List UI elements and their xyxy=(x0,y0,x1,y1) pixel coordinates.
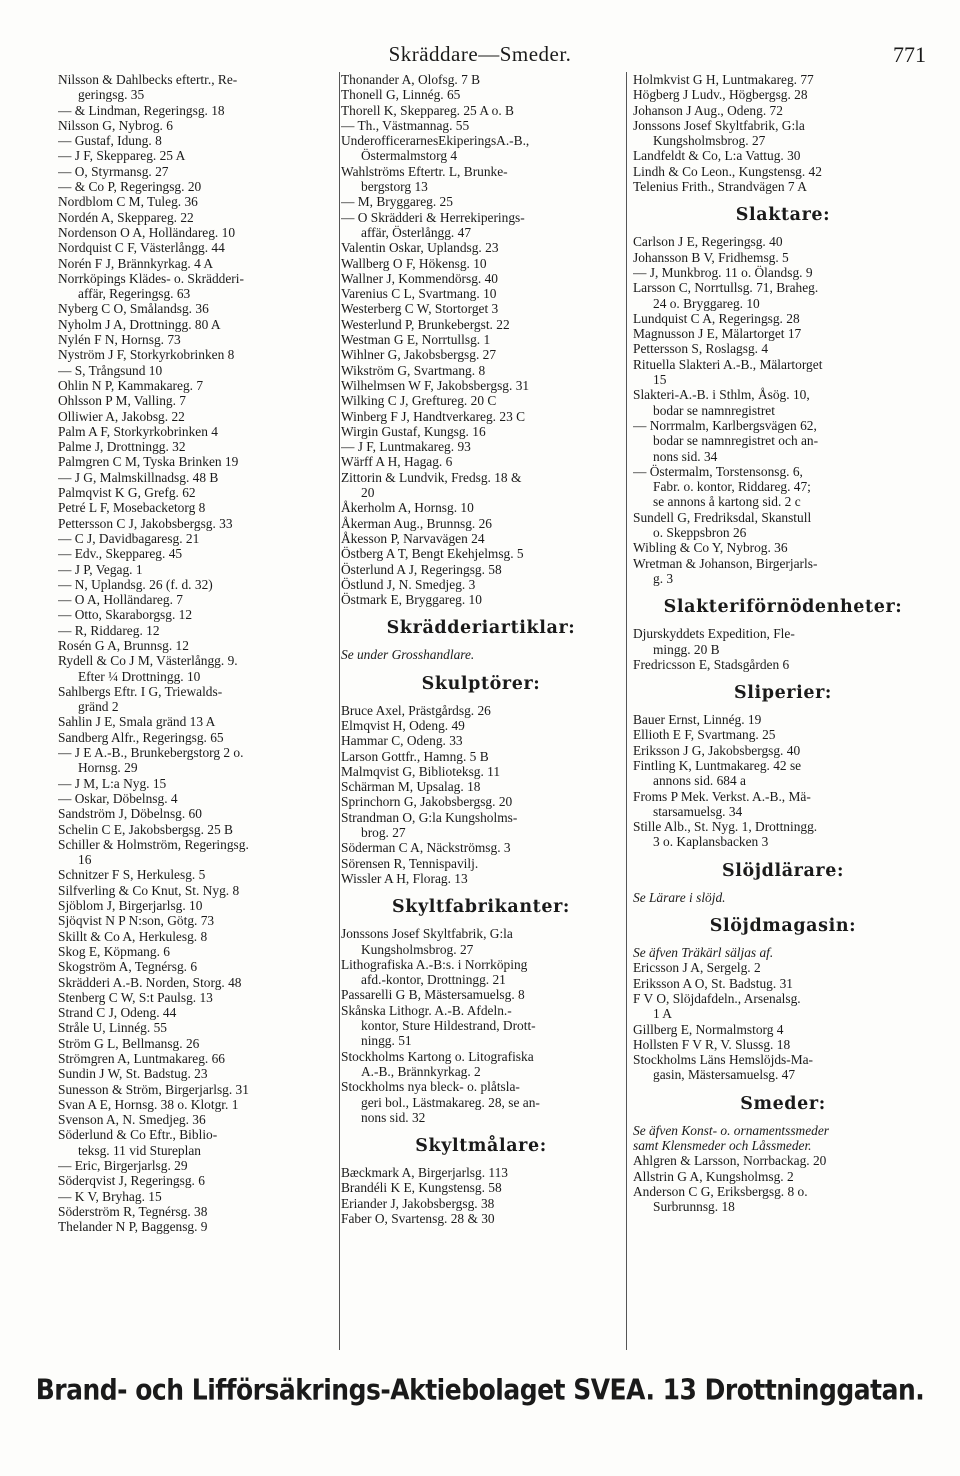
directory-entry: Wihlner G, Jakobsbergsg. 27 xyxy=(341,347,497,363)
section-heading: Skyltmålare: xyxy=(415,1136,547,1157)
directory-entry: Palm A F, Storkyrkobrinken 4 xyxy=(58,423,218,439)
directory-entry: Telenius Frith., Strandvägen 7 A xyxy=(633,179,807,195)
directory-entry: Svenson A, N. Smedjeg. 36 xyxy=(58,1112,206,1128)
directory-entry: Stockholms Läns Hemslöjds-Ma- xyxy=(633,1052,814,1068)
directory-entry: Anderson C G, Eriksbergsg. 8 o. xyxy=(633,1183,808,1199)
directory-entry: kontor, Sture Hildestrand, Drott- xyxy=(361,1018,536,1034)
directory-entry: Wikström G, Svartmang. 8 xyxy=(341,362,486,378)
directory-entry: UnderofficerarnesEkiperingsA.-B., xyxy=(341,133,530,149)
page-number: 771 xyxy=(893,42,926,67)
directory-entry: bodar se namnregistret xyxy=(653,402,775,418)
directory-entry: Skogström A, Tegnérsg. 6 xyxy=(58,959,198,975)
directory-entry: Sundell G, Fredriksdal, Skanstull xyxy=(633,509,812,525)
directory-entry: Bauer Ernst, Linnég. 19 xyxy=(633,712,762,728)
directory-entry: Larsson C, Norrtullsg. 71, Braheg. xyxy=(633,280,819,296)
section-heading: Slakteriförnödenheter: xyxy=(663,597,903,618)
directory-entry: Sjöqvist N P N:son, Götg. 73 xyxy=(58,913,215,929)
section-heading: Slöjdmagasin: xyxy=(709,916,857,937)
directory-entry: nons sid. 34 xyxy=(653,448,718,464)
directory-entry: Ellioth E F, Svartmang. 25 xyxy=(633,727,776,743)
directory-entry: Thorell K, Skeppareg. 25 A o. B xyxy=(341,102,514,118)
directory-entry: Sundin J W, St. Badstug. 23 xyxy=(58,1066,208,1082)
directory-entry: Palme J, Drottningg. 32 xyxy=(58,439,186,455)
directory-entry: bodar se namnregistret och an- xyxy=(653,433,819,449)
directory-entry: Johansson B V, Fridhemsg. 5 xyxy=(633,249,789,265)
directory-entry: Nyström J F, Storkyrkobrinken 8 xyxy=(58,347,235,363)
directory-entry: — Eric, Birgerjarlsg. 29 xyxy=(58,1158,188,1174)
directory-entry: Johanson J Aug., Odeng. 72 xyxy=(633,102,783,118)
directory-entry: Lithografiska A.-B:s. i Norrköping xyxy=(341,956,528,972)
column-divider xyxy=(626,72,627,1350)
directory-entry: — J F, Skeppareg. 25 A xyxy=(58,148,186,164)
directory-entry: Wärff A H, Hagag. 6 xyxy=(341,454,453,470)
directory-entry: — Th., Västmannag. 55 xyxy=(341,117,470,133)
directory-entry: Schnitzer F S, Herkulesg. 5 xyxy=(58,867,206,883)
column-1 xyxy=(58,72,344,1235)
section-heading: Skyltfabrikanter: xyxy=(392,897,570,918)
directory-entry: Thelander N P, Baggensg. 9 xyxy=(58,1219,208,1235)
directory-entry: Ahlgren & Larsson, Norrbackag. 20 xyxy=(633,1153,827,1169)
directory-entry: Wretman & Johanson, Birgerjarls- xyxy=(633,555,818,571)
directory-entry: Schärman M, Upsalag. 18 xyxy=(341,779,481,795)
directory-entry: Valentin Oskar, Uplandsg. 23 xyxy=(341,240,499,256)
directory-entry: Varenius C L, Svartmang. 10 xyxy=(341,286,497,302)
directory-entry: Thonell G, Linnég. 65 xyxy=(341,87,461,103)
directory-entry: geri bol., Lästmakareg. 28, se an- xyxy=(361,1094,540,1110)
directory-entry: — N, Uplandsg. 26 (f. d. 32) xyxy=(58,576,213,592)
directory-entry: mingg. 20 B xyxy=(653,641,720,657)
directory-entry: Elmqvist H, Odeng. 49 xyxy=(341,717,465,733)
directory-entry: Nordenson O A, Holländareg. 10 xyxy=(58,224,236,240)
directory-entry: Sörensen R, Tennispavilj. xyxy=(341,855,479,871)
directory-entry: Stille Alb., St. Nyg. 1, Drottningg. xyxy=(633,819,818,835)
directory-entry: — J E A.-B., Brunkebergstorg 2 o. xyxy=(58,745,244,761)
directory-entry: Skog E, Köpmang. 6 xyxy=(58,943,170,959)
directory-entry: Norén F J, Brännkyrkag. 4 A xyxy=(58,255,214,271)
directory-entry: Rituella Slakteri A.-B., Mälartorget xyxy=(633,356,823,372)
directory-entry: Zittorin & Lundvik, Fredsg. 18 & xyxy=(341,469,522,485)
directory-entry: Efter ¼ Drottningg. 10 xyxy=(78,668,201,684)
directory-entry: se annons å kartong sid. 2 c xyxy=(653,494,801,510)
directory-entry: — Norrmalm, Karlbergsvägen 62, xyxy=(633,417,817,433)
directory-entry: Faber O, Svartensg. 28 & 30 xyxy=(341,1211,495,1226)
directory-entry: o. Skeppsbron 26 xyxy=(653,525,747,541)
directory-entry: Nilsson & Dahlbecks eftertr., Re- xyxy=(58,72,238,87)
directory-entry: — J P, Vegag. 1 xyxy=(58,561,143,577)
directory-entry: 15 xyxy=(653,372,667,388)
directory-entry: Silfverling & Co Knut, St. Nyg. 8 xyxy=(58,882,240,898)
directory-entry: — J G, Malmskillnadsg. 48 B xyxy=(58,469,219,485)
directory-entry: Carlson J E, Regeringsg. 40 xyxy=(633,234,783,250)
directory-entry: affär, Regeringsg. 63 xyxy=(78,286,191,302)
directory-entry: Strömgren A, Luntmakareg. 66 xyxy=(58,1051,225,1066)
directory-entry: — O A, Holländareg. 7 xyxy=(58,592,183,608)
directory-entry: Sahlin J E, Smala gränd 13 A xyxy=(58,714,216,730)
directory-entry: Palmqvist K G, Grefg. 62 xyxy=(58,485,196,501)
directory-entry: Nyberg C O, Smålandsg. 36 xyxy=(58,301,209,317)
directory-entry: Östberg A T, Bengt Ekehjelmsg. 5 xyxy=(341,546,524,562)
directory-entry: Bæckmark A, Birgerjarlsg. 113 xyxy=(341,1165,508,1181)
cross-reference: Se äfven Konst- o. ornamentssmeder xyxy=(633,1122,829,1138)
directory-entry: Söderlund & Co Eftr., Biblio- xyxy=(58,1127,218,1143)
directory-entry: — M, Bryggareg. 25 xyxy=(341,194,453,210)
directory-entry: gasin, Mästersamuelsg. 47 xyxy=(653,1067,796,1083)
directory-entry: Wallner J, Kommendörsg. 40 xyxy=(341,270,498,286)
directory-entry: — O, Styrmansg. 27 xyxy=(58,163,169,179)
directory-entry: Wibling & Co Y, Nybrog. 36 xyxy=(633,540,788,556)
directory-entry: — K V, Bryhag. 15 xyxy=(58,1188,162,1204)
directory-entry: Holmkvist G H, Luntmakareg. 77 xyxy=(633,72,814,87)
directory-entry: Eriksson J G, Jakobsbergsg. 40 xyxy=(633,742,801,758)
directory-entry: Svan A E, Hornsg. 38 o. Klotgr. 1 xyxy=(58,1096,239,1112)
directory-entry: geringsg. 35 xyxy=(78,87,145,103)
directory-entry: Sahlbergs Eftr. I G, Triewalds- xyxy=(58,683,223,699)
directory-entry: Östmark E, Bryggareg. 10 xyxy=(341,592,482,608)
directory-entry: — Edv., Skeppareg. 45 xyxy=(58,546,183,562)
directory-entry: Eriander J, Jakobsbergsg. 38 xyxy=(341,1195,495,1211)
directory-entry: Landfeldt & Co, L:a Vattug. 30 xyxy=(633,148,801,164)
directory-entry: Söderqvist J, Regeringsg. 6 xyxy=(58,1173,205,1189)
directory-entry: — Gustaf, Idung. 8 xyxy=(58,133,162,149)
directory-entry: Fredricsson E, Stadsgården 6 xyxy=(633,656,790,672)
directory-entry: — Östermalm, Torstensonsg. 6, xyxy=(633,463,803,479)
directory-entry: Wahlströms Eftertr. L, Brunke- xyxy=(341,163,508,179)
directory-entry: bergstorg 13 xyxy=(361,179,428,195)
directory-entry: Nordquist C F, Västerlångg. 44 xyxy=(58,240,225,256)
directory-entry: nons sid. 32 xyxy=(361,1109,426,1125)
directory-entry: Rydell & Co J M, Västerlångg. 9. xyxy=(58,653,238,669)
directory-entry: Sunesson & Ström, Birgerjarlsg. 31 xyxy=(58,1081,249,1097)
directory-entry: Allstrin G A, Kungsholmsg. 2 xyxy=(633,1168,794,1184)
directory-entry: Passarelli G B, Mästersamuelsg. 8 xyxy=(341,987,525,1003)
directory-entry: Sandström J, Döbelnsg. 60 xyxy=(58,806,202,822)
directory-entry: Högberg J Ludv., Högbergsg. 28 xyxy=(633,87,808,103)
directory-entry: Bruce Axel, Prästgårdsg. 26 xyxy=(341,702,491,718)
directory-entry: Stockholms nya bleck- o. plåtsla- xyxy=(341,1079,520,1095)
directory-entry: Wilhelmsen W F, Jakobsbergsg. 31 xyxy=(341,377,530,393)
section-heading: Skrädderiartiklar: xyxy=(386,618,576,639)
directory-entry: Söderström R, Tegnérsg. 38 xyxy=(58,1203,208,1219)
directory-entry: Westman G E, Norrtullsg. 1 xyxy=(341,332,491,348)
directory-entry: starsamuelsg. 34 xyxy=(653,803,743,819)
directory-entry: — J, Munkbrog. 11 o. Ölandsg. 9 xyxy=(633,264,813,280)
directory-entry: Brandéli K E, Kungstensg. 58 xyxy=(341,1180,502,1196)
directory-entry: Winberg F J, Handtverkareg. 23 C xyxy=(341,408,526,424)
directory-entry: Ohlin N P, Kammakareg. 7 xyxy=(58,377,204,393)
directory-entry: Sprinchorn G, Jakobsbergsg. 20 xyxy=(341,794,513,810)
directory-entry: Lindh & Co Leon., Kungstensg. 42 xyxy=(633,163,822,179)
directory-entry: Ohlsson P M, Valling. 7 xyxy=(58,393,186,409)
directory-entry: Rosén G A, Brunnsg. 12 xyxy=(58,637,189,653)
directory-entry: Sjöblom J, Birgerjarlsg. 10 xyxy=(58,898,203,914)
directory-entry: — O Skrädderi & Herrekiperings- xyxy=(341,209,525,225)
directory-entry: Schelin C E, Jakobsbergsg. 25 B xyxy=(58,821,233,837)
directory-entry: Surbrunnsg. 18 xyxy=(653,1199,735,1215)
section-heading: Skulptörer: xyxy=(421,673,541,694)
directory-entry: — J M, L:a Nyg. 15 xyxy=(58,775,167,791)
directory-entry: Froms P Mek. Verkst. A.-B., Mä- xyxy=(633,788,811,804)
directory-entry: gränd 2 xyxy=(78,699,119,715)
cross-reference: Se äfven Träkärl säljas af. xyxy=(633,945,774,961)
directory-entry: ningg. 51 xyxy=(361,1033,412,1049)
directory-entry: Ericsson J A, Sergelg. 2 xyxy=(633,960,761,976)
directory-entry: Nordblom C M, Tuleg. 36 xyxy=(58,194,198,210)
directory-entry: Schiller & Holmström, Regeringsg. xyxy=(58,836,249,852)
directory-entry: Strand C J, Odeng. 44 xyxy=(58,1005,177,1021)
directory-entry: Magnusson J E, Mälartorget 17 xyxy=(633,326,802,342)
directory-entry: Thonander A, Olofsg. 7 B xyxy=(341,72,481,87)
directory-entry: A.-B., Brännkyrkag. 2 xyxy=(361,1063,481,1079)
directory-entry: Palmgren C M, Tyska Brinken 19 xyxy=(58,454,239,470)
directory-entry: Westerberg C W, Stortorget 3 xyxy=(341,301,499,317)
directory-entry: Hammar C, Odeng. 33 xyxy=(341,733,463,749)
directory-entry: 20 xyxy=(361,485,375,501)
directory-entry: Petré L F, Mosebacketorg 8 xyxy=(58,500,206,516)
directory-entry: Åkesson P, Narvavägen 24 xyxy=(341,530,485,546)
directory-entry: Olliwier A, Jakobsg. 22 xyxy=(58,408,185,424)
directory-entry: — S, Trångsund 10 xyxy=(58,362,163,378)
cross-reference: Se Lärare i slöjd. xyxy=(633,889,726,905)
directory-entry: Stråle U, Linnég. 55 xyxy=(58,1020,167,1036)
directory-entry: 1 A xyxy=(653,1006,672,1022)
section-heading: Slöjdlärare: xyxy=(721,860,845,881)
cross-reference: samt Klensmeder och Låssmeder. xyxy=(633,1138,812,1154)
directory-entry: Fabr. o. kontor, Riddareg. 47; xyxy=(653,479,811,495)
directory-entry: F V O, Slöjdafdeln., Arsenalsg. xyxy=(633,990,801,1006)
directory-entry: Jonssons Josef Skyltfabrik, G:la xyxy=(341,926,513,942)
directory-entry: Skillt & Co A, Herkulesg. 8 xyxy=(58,928,208,944)
directory-entry: Åkerholm A, Hornsg. 10 xyxy=(341,500,474,516)
directory-entry: — Otto, Skaraborgsg. 12 xyxy=(58,607,193,623)
directory-entry: Kungsholmsbrog. 27 xyxy=(361,941,474,957)
directory-entry: Stenberg C W, S:t Paulsg. 13 xyxy=(58,989,213,1005)
directory-entry: Fintling K, Luntmakareg. 42 se xyxy=(633,757,802,773)
directory-entry: affär, Österlångg. 47 xyxy=(361,224,472,240)
section-heading: Smeder: xyxy=(740,1093,826,1114)
footer-advertisement: Brand- och Lifförsäkrings-Aktiebolaget SVEA. 13 Drottninggatan. xyxy=(35,1372,925,1407)
directory-entry: Östermalmstorg 4 xyxy=(361,148,458,164)
directory-entry: Nylén F N, Hornsg. 73 xyxy=(58,332,181,348)
directory-entry: Nordén A, Skeppareg. 22 xyxy=(58,209,194,225)
directory-entry: Åkerman Aug., Brunnsg. 26 xyxy=(341,515,493,531)
directory-entry: Sandberg Alfr., Regeringsg. 65 xyxy=(58,729,224,745)
directory-entry: Nilsson G, Nybrog. 6 xyxy=(58,117,173,133)
directory-entry: 3 o. Kaplansbacken 3 xyxy=(653,834,769,850)
directory-entry: Pettersson S, Roslagsg. 4 xyxy=(633,341,769,357)
directory-entry: 24 o. Bryggareg. 10 xyxy=(653,295,760,311)
directory-entry: Nyholm J A, Drottningg. 80 A xyxy=(58,316,221,332)
directory-entry: Pettersson C J, Jakobsbergsg. 33 xyxy=(58,515,233,531)
directory-entry: Malmqvist G, Biblioteksg. 11 xyxy=(341,763,501,779)
directory-entry: Westerlund P, Brunkebergst. 22 xyxy=(341,316,510,332)
directory-entry: Stockholms Kartong o. Litografiska xyxy=(341,1048,534,1064)
directory-entry: — J F, Luntmakareg. 93 xyxy=(341,439,471,455)
directory-entry: — C J, Davidbagaresg. 21 xyxy=(58,530,200,546)
directory-entry: — Oskar, Döbelnsg. 4 xyxy=(58,790,178,806)
directory-entry: Hornsg. 29 xyxy=(78,760,138,776)
directory-entry: Gillberg E, Normalmstorg 4 xyxy=(633,1021,784,1037)
directory-entry: Skånska Lithogr. A.-B. Afdeln.- xyxy=(341,1002,512,1018)
directory-entry: Wilking C J, Greftureg. 20 C xyxy=(341,393,497,409)
directory-entry: Strandman O, G:la Kungsholms- xyxy=(341,809,518,825)
section-heading: Sliperier: xyxy=(734,683,832,704)
directory-entry: Jonssons Josef Skyltfabrik, G:la xyxy=(633,117,805,133)
directory-entry: Skrädderi A.-B. Norden, Storg. 48 xyxy=(58,974,242,990)
directory-entry: Eriksson A O, St. Badstug. 31 xyxy=(633,975,793,991)
directory-entry: Lundquist C A, Regeringsg. 28 xyxy=(633,310,800,326)
directory-entry: Östlund J, N. Smedjeg. 3 xyxy=(341,576,476,592)
directory-entry: Österlund A J, Regeringsg. 58 xyxy=(341,561,502,577)
directory-entry: Slakteri-A.-B. i Sthlm, Åsög. 10, xyxy=(633,387,810,403)
column-3 xyxy=(633,72,933,1215)
directory-entry: Ström G L, Bellmansg. 26 xyxy=(58,1035,200,1051)
directory-entry: Djurskyddets Expedition, Fle- xyxy=(633,626,795,642)
directory-entry: teksg. 11 vid Stureplan xyxy=(78,1142,201,1158)
directory-entry: Söderman C A, Näckströmsg. 3 xyxy=(341,840,511,856)
directory-entry: Wissler A H, Florag. 13 xyxy=(341,870,468,886)
column-2 xyxy=(341,72,621,1226)
directory-entry: Hollsten F V R, V. Slussg. 18 xyxy=(633,1036,791,1052)
directory-entry: — & Co P, Regeringsg. 20 xyxy=(58,179,202,195)
directory-entry: g. 3 xyxy=(653,570,674,586)
directory-entry: annons sid. 684 a xyxy=(653,773,746,789)
section-heading: Slaktare: xyxy=(735,205,831,226)
directory-entry: 16 xyxy=(78,852,92,868)
directory-entry: brog. 27 xyxy=(361,825,406,841)
page-header-title: Skräddare—Smeder. xyxy=(388,42,572,66)
directory-entry: — R, Riddareg. 12 xyxy=(58,622,160,638)
cross-reference: Se under Grosshandlare. xyxy=(341,647,475,663)
directory-entry: Larson Gottfr., Hamng. 5 B xyxy=(341,748,489,764)
directory-entry: — & Lindman, Regeringsg. 18 xyxy=(58,102,225,118)
directory-entry: Wirgin Gustaf, Kungsg. 16 xyxy=(341,423,486,439)
directory-entry: Norrköpings Klädes- o. Skrädderi- xyxy=(58,270,244,286)
directory-entry: afd.-kontor, Drottningg. 21 xyxy=(361,972,506,988)
directory-entry: Kungsholmsbrog. 27 xyxy=(653,133,766,149)
directory-entry: Wallberg O F, Hökensg. 10 xyxy=(341,255,487,271)
